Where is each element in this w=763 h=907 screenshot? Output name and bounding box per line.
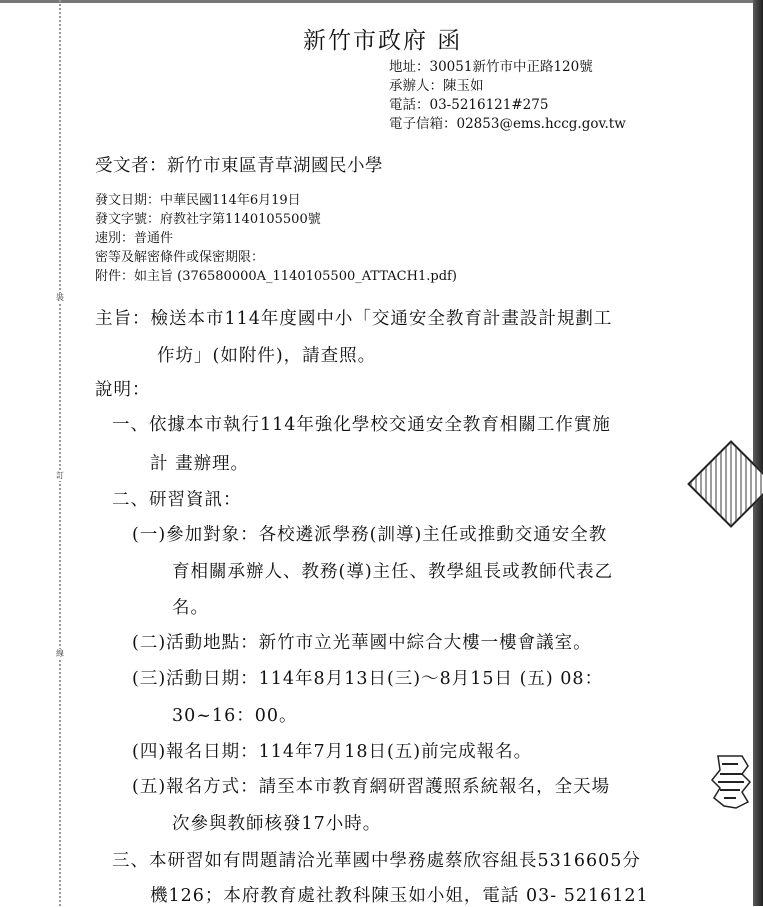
sub3-line-1: (三)活動日期：114年8月13日(三)～8月15日 (五) 08：: [132, 669, 604, 689]
meta-number: 發文字號：府教社字第1140105500號: [95, 212, 321, 227]
page-right-border: [753, 0, 763, 906]
meta-security: 密等及解密條件或保密期限：: [95, 250, 265, 265]
sub5-line-2: 次參與教師核發17小時。: [172, 814, 382, 834]
explanation-label: 說明：: [95, 380, 151, 400]
binding-mark-xian: 線: [56, 649, 64, 658]
sub1-line-3: 名。: [172, 598, 209, 618]
item1-line-1: 一、依據本市執行114年強化學校交通安全教育相關工作實施: [112, 415, 611, 435]
page-top-border: [0, 0, 763, 3]
sub4: (四)報名日期：114年7月18日(五)前完成報名。: [132, 742, 533, 762]
meta-attachment: 附件：如主旨 (376580000A_1140105500_ATTACH1.pdf): [95, 269, 457, 284]
meta-date: 發文日期：中華民國114年6月19日: [95, 193, 301, 208]
contact-handler: 承辦人：陳玉如: [389, 78, 484, 94]
binding-line: [59, 0, 61, 906]
sub3-line-2: 30~16：00。: [172, 706, 298, 726]
contact-email: 電子信箱：02853@ems.hccg.gov.tw: [389, 116, 626, 132]
contact-phone: 電話：03-5216121#275: [389, 97, 549, 113]
binding-mark-zhuang: 裝: [56, 293, 64, 302]
sub1-line-2: 育相關承辦人、教務(導)主任、教學組長或教師代表乙: [172, 562, 614, 582]
meta-speed: 速別：普通件: [95, 231, 174, 246]
binding-mark-ding: 訂: [56, 471, 64, 480]
subject-line-1: 主旨：檢送本市114年度國中小「交通安全教育計畫設計規劃工: [95, 309, 613, 329]
item2-heading: 二、研習資訊：: [112, 490, 242, 510]
sub1-line-1: (一)參加對象：各校遴派學務(訓導)主任或推動交通安全教: [132, 525, 608, 545]
sub5-line-1: (五)報名方式：請至本市教育網研習護照系統報名，全天場: [132, 777, 611, 797]
contact-address: 地址：30051新竹市中正路120號: [389, 59, 593, 75]
document-meta: [95, 191, 457, 286]
document-title: 新竹市政府 函: [303, 28, 463, 54]
subject-line-2: 作坊」(如附件)，請查照。: [157, 346, 377, 366]
sub2: (二)活動地點：新竹市立光華國中綜合大樓一樓會議室。: [132, 633, 592, 653]
item3-line-2: 機126；本府教育處社教科陳玉如小姐，電話 03- 5216121: [150, 886, 649, 906]
recipient: 受文者：新竹市東區青草湖國民小學: [95, 156, 383, 176]
contact-block: [389, 58, 626, 134]
stamp-mark-icon: [708, 752, 752, 810]
item1-line-2: 計 畫辦理。: [150, 454, 250, 474]
seal-stamp: [687, 440, 763, 528]
item3-line-1: 三、本研習如有問題請洽光華國中學務處蔡欣容組長5316605分: [112, 851, 641, 871]
